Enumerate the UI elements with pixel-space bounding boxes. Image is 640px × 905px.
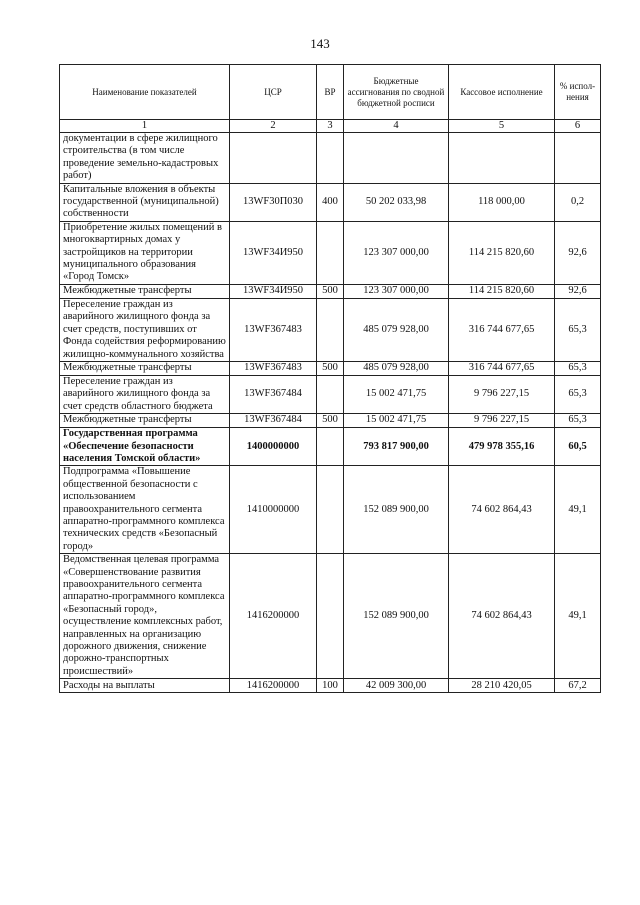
cell-budget: 123 307 000,00 (344, 221, 449, 284)
cell-name: Капитальные вложения в объекты государственной (муниципальной) собственности (60, 183, 230, 221)
table-row (60, 414, 601, 428)
cell-vr (317, 428, 344, 466)
cell-percent: 65,3 (555, 375, 601, 413)
cell-name: документации в сфере жилищного строительства (в том числе проведение земельно-кадастровых работ) (60, 133, 230, 184)
cell-cash: 74 602 864,43 (449, 554, 555, 679)
cell-cash: 28 210 420,05 (449, 679, 555, 693)
column-number-row (60, 120, 601, 133)
cell-cash (449, 133, 555, 184)
budget-execution-table (59, 64, 601, 693)
cell-cash: 9 796 227,15 (449, 414, 555, 428)
header-cash: Кассовое исполнение (449, 65, 555, 120)
cell-cash: 118 000,00 (449, 183, 555, 221)
column-number: 2 (230, 120, 317, 133)
header-percent: % испол-нения (555, 65, 601, 120)
cell-budget: 485 079 928,00 (344, 298, 449, 361)
cell-name: Переселение граждан из аварийного жилищного фонда за счет средств областного бюджета (60, 375, 230, 413)
header-csr: ЦСР (230, 65, 317, 120)
cell-csr: 1416200000 (230, 554, 317, 679)
cell-budget: 42 009 300,00 (344, 679, 449, 693)
table-row (60, 284, 601, 298)
cell-vr: 400 (317, 183, 344, 221)
cell-vr (317, 466, 344, 554)
cell-vr: 500 (317, 414, 344, 428)
cell-csr: 1410000000 (230, 466, 317, 554)
cell-percent: 49,1 (555, 466, 601, 554)
cell-name: Подпрограмма «Повышение общественной безопасности с использованием правоохранительного сегмента аппаратно-программного комплекса технических средств «Безопасный город» (60, 466, 230, 554)
cell-budget: 123 307 000,00 (344, 284, 449, 298)
cell-percent (555, 133, 601, 184)
cell-name: Межбюджетные трансферты (60, 361, 230, 375)
header-name: Наименование показателей (60, 65, 230, 120)
cell-budget: 50 202 033,98 (344, 183, 449, 221)
cell-csr: 13WF367484 (230, 414, 317, 428)
table-row (60, 133, 601, 184)
cell-name: Ведомственная целевая программа «Совершенствование развития правоохранительного сегмента аппаратно-программного комплекса «Безопасный город», осуществление комплексных работ, направленных на организацию дорожного движения, снижение дорожно-транспортных происшествий» (60, 554, 230, 679)
cell-vr: 100 (317, 679, 344, 693)
table-body (60, 133, 601, 693)
cell-budget (344, 133, 449, 184)
table-row (60, 375, 601, 413)
column-number: 5 (449, 120, 555, 133)
cell-vr (317, 133, 344, 184)
table-row (60, 554, 601, 679)
header-budget: Бюджетные ассигнования по сводной бюджетной росписи (344, 65, 449, 120)
cell-csr: 13WF367484 (230, 375, 317, 413)
cell-percent: 65,3 (555, 298, 601, 361)
cell-csr: 13WF30П030 (230, 183, 317, 221)
cell-cash: 114 215 820,60 (449, 221, 555, 284)
cell-percent: 92,6 (555, 284, 601, 298)
table-row (60, 298, 601, 361)
cell-percent: 67,2 (555, 679, 601, 693)
cell-budget: 15 002 471,75 (344, 375, 449, 413)
cell-vr (317, 375, 344, 413)
cell-name: Переселение граждан из аварийного жилищного фонда за счет средств, поступивших от Фонда содействия реформированию жилищно-коммунального хозяйства (60, 298, 230, 361)
cell-vr: 500 (317, 361, 344, 375)
cell-cash: 9 796 227,15 (449, 375, 555, 413)
table-row (60, 679, 601, 693)
cell-percent: 60,5 (555, 428, 601, 466)
table-header-row (60, 65, 601, 120)
cell-vr (317, 221, 344, 284)
cell-csr: 13WF367483 (230, 298, 317, 361)
cell-budget: 485 079 928,00 (344, 361, 449, 375)
table-row (60, 466, 601, 554)
cell-percent: 49,1 (555, 554, 601, 679)
cell-name: Расходы на выплаты (60, 679, 230, 693)
cell-cash: 316 744 677,65 (449, 298, 555, 361)
cell-percent: 0,2 (555, 183, 601, 221)
cell-budget: 152 089 900,00 (344, 554, 449, 679)
cell-cash: 74 602 864,43 (449, 466, 555, 554)
table-row (60, 221, 601, 284)
cell-csr: 1416200000 (230, 679, 317, 693)
table-row (60, 361, 601, 375)
cell-name: Межбюджетные трансферты (60, 284, 230, 298)
column-number: 1 (60, 120, 230, 133)
cell-budget: 793 817 900,00 (344, 428, 449, 466)
page-number: 143 (310, 36, 330, 51)
header-vr: ВР (317, 65, 344, 120)
cell-csr: 13WF367483 (230, 361, 317, 375)
cell-csr (230, 133, 317, 184)
cell-percent: 65,3 (555, 414, 601, 428)
column-number: 4 (344, 120, 449, 133)
cell-percent: 92,6 (555, 221, 601, 284)
cell-cash: 316 744 677,65 (449, 361, 555, 375)
column-number: 3 (317, 120, 344, 133)
table-row (60, 183, 601, 221)
cell-cash: 114 215 820,60 (449, 284, 555, 298)
cell-csr: 13WF34И950 (230, 284, 317, 298)
cell-csr: 13WF34И950 (230, 221, 317, 284)
column-number: 6 (555, 120, 601, 133)
cell-vr: 500 (317, 284, 344, 298)
cell-budget: 152 089 900,00 (344, 466, 449, 554)
table-row (60, 428, 601, 466)
cell-percent: 65,3 (555, 361, 601, 375)
cell-vr (317, 554, 344, 679)
cell-cash: 479 978 355,16 (449, 428, 555, 466)
cell-vr (317, 298, 344, 361)
cell-name: Государственная программа «Обеспечение безопасности населения Томской области» (60, 428, 230, 466)
cell-name: Межбюджетные трансферты (60, 414, 230, 428)
cell-name: Приобретение жилых помещений в многоквартирных домах у застройщиков на территории муниципального образования «Город Томск» (60, 221, 230, 284)
cell-csr: 1400000000 (230, 428, 317, 466)
cell-budget: 15 002 471,75 (344, 414, 449, 428)
